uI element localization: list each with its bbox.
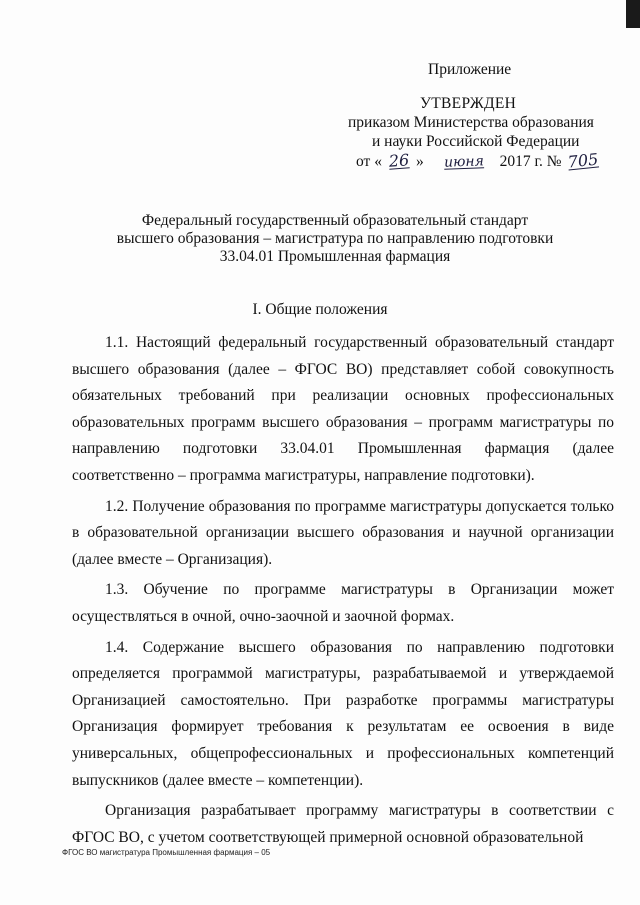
paragraph-1-2: 1.2. Получение образования по программе магистратуры допускается только в образовательной организации высшего образования и научной организации (далее вместе – Организация).: [72, 497, 614, 568]
date-year: 2017 г. №: [499, 153, 562, 170]
paragraph-organization: Организация разрабатывает программу магистратуры в соответствии с ФГОС ВО, с учетом соответствующей примерной основной образовательной: [72, 802, 614, 846]
appendix-label: Приложение: [428, 61, 512, 78]
standard-title: [70, 212, 600, 266]
date-mid: »: [415, 153, 424, 170]
approved-label: УТВЕРЖДЕН: [420, 95, 517, 112]
page-footer: ФГОС ВО магистратура Промышленная фармация – 05: [62, 848, 271, 857]
title-line-2: высшего образования – магистратура по направлению подготовки: [116, 230, 554, 247]
title-line-3: 33.04.01 Промышленная фармация: [219, 248, 451, 265]
paragraph-1-4: 1.4. Содержание высшего образования по направлению подготовки определяется программой магистратуры, разрабатываемой и утверждаемой Организацией самостоятельно. При разработке программы магистратуры Организация формирует требования к результатам ее освоения в виде универсальных, общепрофессиональных и профессиональных компетенций выпускников (далее вместе – компетенции).: [72, 638, 614, 789]
order-date-line: [356, 151, 601, 172]
order-line-1: приказом Министерства образования: [348, 114, 594, 131]
handwritten-month: июня: [443, 153, 484, 171]
handwritten-day: 26: [388, 150, 410, 171]
scan-edge-mark: [626, 0, 640, 28]
paragraph-1-3: 1.3. Обучение по программе магистратуры в Организации может осуществляться в очной, очно-заочной и заочной формах.: [72, 581, 614, 625]
section-heading: I. Общие положения: [252, 301, 388, 318]
order-line-2: и науки Российской Федерации: [372, 133, 580, 150]
date-prefix: от «: [356, 153, 382, 170]
title-line-1: Федеральный государственный образовательный стандарт: [141, 212, 529, 229]
document-body: [72, 330, 614, 851]
handwritten-order-number: 705: [567, 149, 600, 172]
paragraph-1-1: 1.1. Настоящий федеральный государственный образовательный стандарт высшего образования (далее – ФГОС ВО) представляет собой совокупность обязательных требований при реализации основных профессиональных образовательных программ высшего образования – программ магистратуры по направлению подготовки 33.04.01 Промышленная фармация (далее соответственно – программа магистратуры, направление подготовки).: [72, 334, 614, 484]
